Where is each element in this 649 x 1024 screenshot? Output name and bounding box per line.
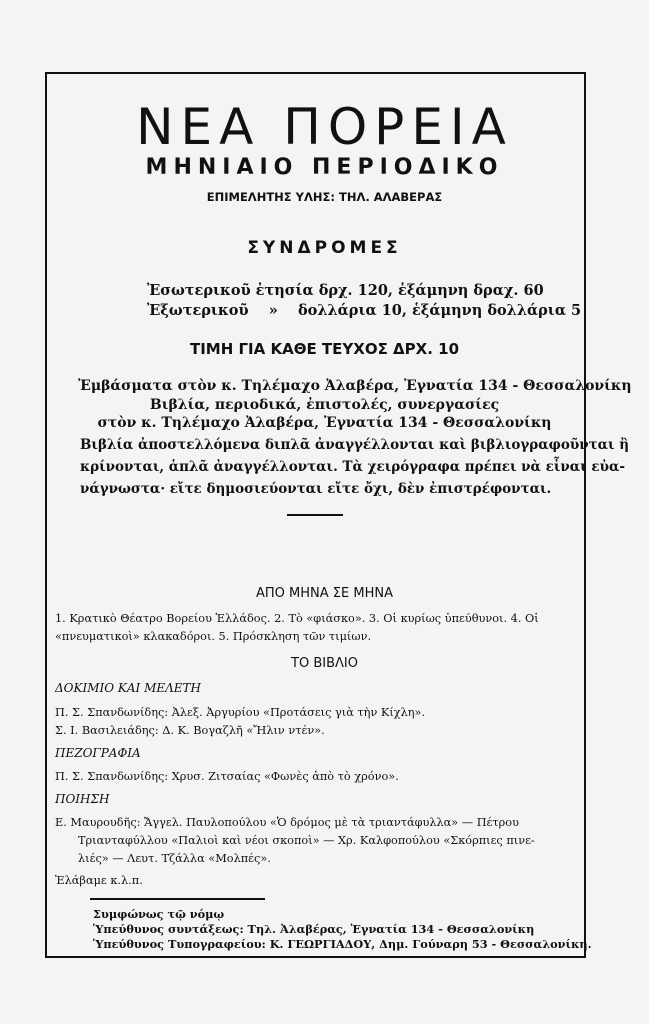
address-payments: Ἐμβάσματα στὸν κ. Τηλέμαχο Ἀλαβέρα, Ἐγνατία 134 - Θεσσαλονίκη [78,378,632,394]
received-note: Ἐλάβαμε κ.λ.π. [55,874,143,887]
contents-line: Τριανταφύλλου «Παλιοὶ καὶ νέοι σκοποὶ» — Χρ. Καλφοπούλου «Σκόρπιες πινε- [78,834,535,847]
category-poetry: ΠΟΙΗΣΗ [55,792,110,806]
address-submissions-to: στὸν κ. Τηλέμαχο Ἀλαβέρα, Ἐγνατία 134 - Θεσσαλονίκη [97,415,552,431]
category-essay: ΔΟΚΙΜΙΟ ΚΑΙ ΜΕΛΕΤΗ [55,681,202,695]
editor-line: ΕΠΙΜΕΛΗΤΗΣ ΥΛΗΣ: ΤΗΛ. ΑΛΑΒΕΡΑΣ [206,190,443,204]
contents-line: λιές» — Λευτ. Τζάλλα «Μολπές». [78,852,271,865]
subscription-abroad: Ἐξωτερικοῦ » δολλάρια 10, ἑξάμηνη δολλάρια 5 [147,302,582,319]
contents-line: Σ. Ι. Βασιλειάδης: Δ. Κ. Βογαζλῆ «Ἤλιν ντέν». [55,724,325,737]
section-heading-month: ΑΠΟ ΜΗΝΑ ΣΕ ΜΗΝΑ [256,586,393,601]
subscription-domestic: Ἐσωτερικοῦ ἐτησία δρχ. 120, ἑξάμηνη δραχ. 60 [147,282,544,299]
magazine-subtitle: ΜΗΝΙΑΙΟ ΠΕΡΙΟΔΙΚΟ [145,155,504,180]
magazine-title: ΝΕΑ ΠΟΡΕΙΑ [136,98,513,156]
books-notice-line: κρίνονται, ἁπλᾶ ἀναγγέλλονται. Τὰ χειρόγραφα πρέπει νὰ εἶναι εὐα- [80,459,625,475]
footer-line: Συμφώνως τῷ νόμῳ [93,907,225,921]
issue-price: ΤΙΜΗ ΓΙΑ ΚΑΘΕ ΤΕΥΧΟΣ ΔΡΧ. 10 [189,340,460,358]
contents-line: 1. Κρατικὸ Θέατρο Βορείου Ἑλλάδος. 2. Τὸ «φιάσκο». 3. Οἱ κυρίως ὑπεύθυνοι. 4. Οἱ [55,612,539,625]
contents-line: Π. Σ. Σπανδωνίδης: Χρυσ. Ζιτσαίας «Φωνὲς ἀπὸ τὸ χρόνο». [55,770,399,783]
contents-line: Π. Σ. Σπανδωνίδης: Ἀλεξ. Ἀργυρίου «Προτάσεις γιὰ τὴν Κίχλη». [55,706,426,719]
footer-line: Ὑπεύθυνος Τυπογραφείου: Κ. ΓΕΩΡΓΙΑΔΟΥ, Δημ. Γούναρη 53 - Θεσσαλονίκη. [93,937,592,951]
divider [287,514,343,516]
section-heading-book: ΤΟ ΒΙΒΛΙΟ [291,656,358,671]
footer-line: Ὑπεύθυνος συντάξεως: Τηλ. Ἀλαβέρας, Ἐγνατία 134 - Θεσσαλονίκη [93,922,535,936]
subscriptions-heading: ΣΥΝΔΡΟΜΕΣ [247,238,402,258]
category-prose: ΠΕΖΟΓΡΑΦΙΑ [55,746,141,760]
contents-line: Ε. Μαυρουδῆς: Ἄγγελ. Παυλοπούλου «Ὁ δρόμος μὲ τὰ τριαντάφυλλα» — Πέτρου [55,816,519,829]
books-notice-line: Βιβλία ἀποστελλόμενα διπλᾶ ἀναγγέλλονται καὶ βιβλιογραφοῦνται ἢ [80,437,630,453]
contents-line: «πνευματικοὶ» κλακαδόροι. 5. Πρόσκληση τῶν τιμίων. [55,630,372,643]
books-notice-line: νάγνωστα· εἴτε δημοσιεύονται εἴτε ὄχι, δὲν ἐπιστρέφονται. [80,481,552,497]
address-submissions: Βιβλία, περιοδικά, ἐπιστολές, συνεργασίες [149,397,500,413]
footer-rule [90,898,265,900]
